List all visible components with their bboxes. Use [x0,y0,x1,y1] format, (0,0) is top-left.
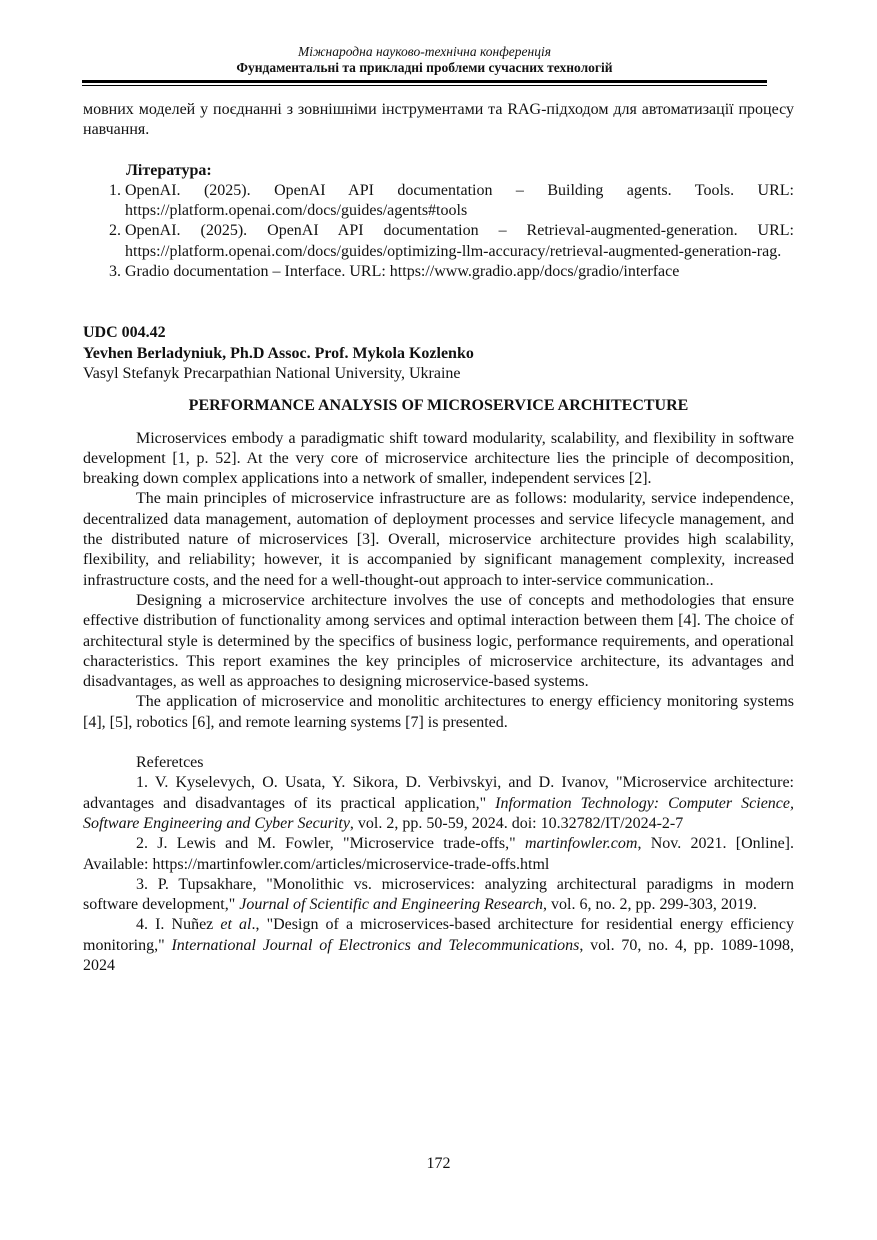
references-heading: Referetces [136,754,204,772]
reference-title: ., "Design of a microservices-based architecture for residential energy efficiency monitoring," [83,916,794,954]
reference-text: 4. I. Nuñez [136,916,221,934]
reference-text: 1. V. Kyselevych, O. Usata, Y. Sikora, D. Verbivskyi, and D. Ivanov, "Microservice architecture: advantages and disadvantages of its practical application," [83,774,794,812]
reference-venue: International Journal of Electronics and Telecommunications [171,936,580,954]
article-authors: Yevhen Berladyniuk, Ph.D Assoc. Prof. Mykola Kozlenko [83,344,474,362]
page-content [83,100,794,976]
body-paragraph: The main principles of microservice infrastructure are as follows: modularity, service independence, decentralized data management, automation of deployment processes and service lifecycle management, and the distributed nature of microservices [3]. Overall, microservice architecture provides high scalability, flexibility, and reliability; however, it is accompanied by significant management complexity, increased infrastructure costs, and the need for a well-thought-out approach to inter-service communication.. [83,490,794,589]
reference-item [83,773,794,834]
body-paragraph: Microservices embody a paradigmatic shift toward modularity, scalability, and flexibility in software development [1, p. 52]. At the very core of microservice architecture lies the principle of decomposition, breaking down complex applications into a network of smaller, independent services [2]. [83,429,794,488]
header-rule-thin [82,85,767,86]
reference-text: 2. J. Lewis and M. Fowler, "Microservice trade-offs," [136,835,525,853]
page-number: 172 [426,1155,451,1172]
body-paragraph: Designing a microservice architecture involves the use of concepts and methodologies that ensure effective distribution of functionality among services and optimal interaction between them [4]. The choice of architectural style is determined by the specifics of business logic, performance requirements, and operational characteristics. This report examines the key principles of microservice architecture, its advantages and disadvantages, as well as approaches to designing microservice-based systems. [83,591,794,691]
reference-venue: martinfowler.com [524,835,638,853]
literature-list [83,181,794,282]
conference-title: Фундаментальні та прикладні проблеми сучасних технологій [236,60,613,75]
article-title: PERFORMANCE ANALYSIS OF MICROSERVICE ARCHITECTURE [188,397,689,415]
running-header [82,44,767,76]
reference-etal: et al [220,916,252,934]
reference-text: 3. P. Tupsakhare, "Monolithic vs. microservices: analyzing architectural paradigms in modern software development," [83,875,794,914]
literature-heading: Література: [126,161,212,179]
reference-item [83,834,794,875]
reference-item [83,875,794,916]
reference-venue: Information Technology: Computer Science, Software Engineering and Cyber Security [83,794,794,832]
body-paragraph: The application of microservice and monolitic architectures to energy efficiency monitoring systems [4], [5], robotics [6], and remote learning systems [7] is presented. [83,693,794,731]
reference-details: , vol. 2, pp. 50-59, 2024. doi: 10.32782/IT/2024-2-7 [349,814,684,832]
header-rule-thick [82,80,767,83]
udc-code: UDC 004.42 [83,324,166,342]
reference-details: , vol. 6, no. 2, pp. 299-303, 2019. [543,896,757,914]
reference-details: , Nov. 2021. [Online]. Available: https://martinfowler.com/articles/microservice-trade-offs.html [83,835,795,873]
reference-venue: Journal of Scientific and Engineering Research [239,896,544,914]
conference-name: Міжнародна науково-технічна конференція [297,44,552,59]
article-affiliation: Vasyl Stefanyk Precarpathian National University, Ukraine [83,364,461,382]
reference-details: , vol. 70, no. 4, pp. 1089-1098, 2024 [83,936,794,974]
reference-item [83,915,794,976]
literature-item: 2. OpenAI. (2025). OpenAI API documentation – Retrieval-augmented-generation. URL: https://platform.openai.com/docs/guides/optimizing-llm-accuracy/retrieval-augmented-generation-rag. [125,221,794,262]
literature-item: 1. OpenAI. (2025). OpenAI API documentation – Building agents. Tools. URL: https://platform.openai.com/docs/guides/agents#tools [125,181,794,222]
continuation-paragraph: мовних моделей у поєднанні з зовнішніми інструментами та RAG-підходом для автоматизації процесу навчання. [83,101,794,139]
literature-item: 3. Gradio documentation – Interface. URL: https://www.gradio.app/docs/gradio/interface [125,262,794,282]
